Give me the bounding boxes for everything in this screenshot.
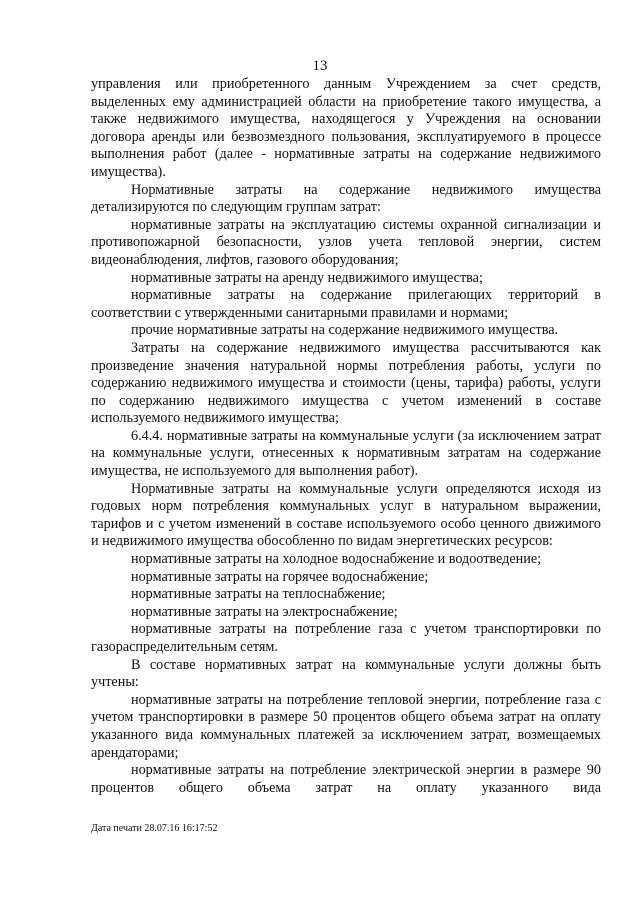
- paragraph: В составе нормативных затрат на коммунальные услуги должны быть учтены:: [91, 656, 601, 691]
- document-body: [91, 76, 601, 797]
- paragraph: Нормативные затраты на содержание недвижимого имущества детализируются по следующим группам затрат:: [91, 181, 601, 216]
- list-item: нормативные затраты на потребление тепловой энергии, потребление газа с учетом транспортировки в размере 50 процентов общего объема затрат на оплату указанного вида коммунальных платежей за исключением затрат, возмещаемых арендаторами;: [91, 691, 601, 761]
- list-item: нормативные затраты на эксплуатацию системы охранной сигнализации и противопожарной безопасности, узлов учета тепловой энергии, систем видеонаблюдения, лифтов, газового оборудования;: [91, 216, 601, 268]
- list-item: нормативные затраты на аренду недвижимого имущества;: [131, 269, 483, 286]
- paragraph: Нормативные затраты на коммунальные услуги определяются исходя из годовых норм потребления коммунальных услуг в натуральном выражении, тарифов и с учетом изменений в составе используемого особо ценного движимого и недвижимого имущества обособленно по видам энергетических ресурсов:: [91, 480, 601, 550]
- list-item: прочие нормативные затраты на содержание недвижимого имущества.: [131, 322, 559, 339]
- section-item: 6.4.4. нормативные затраты на коммунальные услуги (за исключением затрат на коммунальные услуги, отнесенных к нормативным затратам на содержание имущества, не используемого для выполнения работ).: [91, 427, 601, 480]
- print-date-footer: Дата печати 28.07.16 16:17:52: [91, 823, 218, 834]
- paragraph: управления или приобретенного данным Учреждением за счет средств, выделенных ему администрацией области на приобретение такого имущества, а также недвижимого имущества, находящегося у Учреждения на основании договора аренды или безвозмездного пользования, эксплуатируемого в процессе выполнения работ (далее - нормативные затраты на содержание недвижимого имущества).: [91, 76, 601, 180]
- list-item: нормативные затраты на электроснабжение;: [131, 603, 398, 620]
- page-number: 13: [312, 58, 328, 74]
- list-item: нормативные затраты на холодное водоснабжение и водоотведение;: [131, 551, 542, 568]
- list-item: нормативные затраты на содержание прилегающих территорий в соответствии с утвержденными санитарными правилами и нормами;: [91, 287, 601, 321]
- list-item: нормативные затраты на потребление газа с учетом транспортировки по газораспределительным сетям.: [91, 621, 601, 655]
- list-item: нормативные затраты на горячее водоснабжение;: [131, 568, 429, 585]
- paragraph: Затраты на содержание недвижимого имущества рассчитываются как произведение значения натуральной нормы потребления работы, услуги по содержанию недвижимого имущества и стоимости (цены, тарифа) работы, услуги по содержанию недвижимого имущества с учетом изменений в составе используемого недвижимого имущества;: [91, 339, 601, 427]
- list-item: нормативные затраты на потребление электрической энергии в размере 90 процентов общего объема затрат на оплату указанного вида: [91, 762, 601, 796]
- list-item: нормативные затраты на теплоснабжение;: [131, 586, 386, 603]
